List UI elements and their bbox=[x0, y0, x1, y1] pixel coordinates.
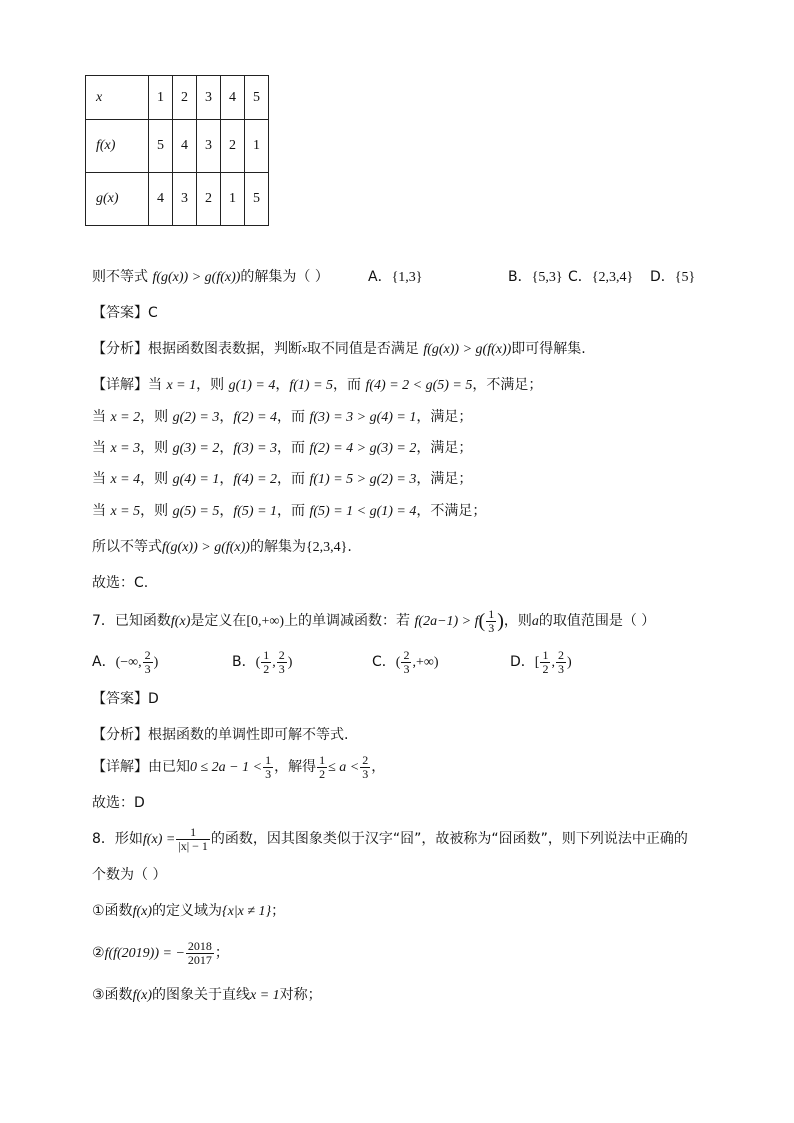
table-cell: 3 bbox=[197, 120, 221, 173]
frac-den: 2 bbox=[319, 766, 326, 781]
table-cell: 1 bbox=[149, 76, 173, 120]
item-text: ； bbox=[271, 903, 286, 919]
item-text: ①函数 bbox=[92, 903, 133, 919]
detail-math: f(2) = 4 bbox=[233, 410, 278, 425]
detail-math: f(4) = 2 < g(5) = 5 bbox=[365, 378, 473, 393]
detail-text: 当 bbox=[92, 503, 111, 519]
detail-text: ， bbox=[219, 471, 234, 487]
frac-num: 1 bbox=[263, 647, 270, 662]
q8-item-2 bbox=[92, 936, 229, 971]
q8-item-1 bbox=[92, 900, 285, 923]
table-cell: 3 bbox=[197, 76, 221, 120]
detail-text: ，而 bbox=[277, 471, 310, 487]
item-math: f(x) bbox=[132, 988, 152, 1003]
frac-den: 2 bbox=[542, 661, 549, 676]
detail-text: ，满足； bbox=[416, 440, 473, 456]
detail-text: 当 bbox=[92, 440, 111, 456]
q7-domain: [0,+∞) bbox=[246, 614, 285, 629]
detail-text: ，则 bbox=[140, 440, 173, 456]
option-frac bbox=[540, 649, 550, 676]
q6-choose: 故选：C. bbox=[92, 575, 149, 591]
option-frac bbox=[277, 649, 287, 676]
detail-text: ，而 bbox=[277, 440, 310, 456]
table-cell: 4 bbox=[149, 173, 173, 226]
table-row-g bbox=[86, 173, 269, 226]
detail-text: ，则 bbox=[140, 471, 173, 487]
table-cell: 5 bbox=[245, 173, 269, 226]
detail-tag: 【详解】 bbox=[92, 759, 148, 775]
q7-frac bbox=[486, 608, 496, 635]
detail-text: ， bbox=[219, 440, 234, 456]
item-math: f(f(2019)) = − bbox=[104, 946, 185, 961]
analysis-text: 根据函数的单调性即可解不等式. bbox=[148, 727, 349, 743]
frac-num: 2 bbox=[278, 647, 285, 662]
table-cell: 2 bbox=[221, 120, 245, 173]
table-row-x bbox=[86, 76, 269, 120]
table-header-f: f(x) bbox=[86, 120, 149, 173]
option-text: ) bbox=[287, 655, 293, 670]
option-frac bbox=[556, 649, 566, 676]
frac-num: 2018 bbox=[187, 938, 212, 953]
option-letter: D． bbox=[650, 269, 675, 285]
q7-ineq: f(2a−1) > f bbox=[414, 614, 479, 629]
detail-text: ， bbox=[219, 409, 234, 425]
q6-detail-line-5 bbox=[92, 500, 486, 523]
table-cell: 2 bbox=[173, 76, 197, 120]
analysis-tag: 【分析】 bbox=[92, 341, 148, 357]
detail-text: ，而 bbox=[277, 409, 310, 425]
table-header-x: x bbox=[86, 76, 149, 120]
item-text: ③函数 bbox=[92, 987, 133, 1003]
analysis-text: 即可得解集. bbox=[511, 341, 586, 357]
q6-answer bbox=[92, 302, 158, 324]
table-cell: 4 bbox=[173, 120, 197, 173]
q6-conclusion bbox=[92, 536, 352, 559]
q6-option-a bbox=[368, 266, 423, 289]
detail-text: ，则 bbox=[196, 377, 229, 393]
item-math: {x|x ≠ 1} bbox=[222, 904, 272, 919]
frac-den: |x| − 1 bbox=[178, 838, 208, 853]
frac-den: 2 bbox=[263, 661, 270, 676]
option-letter: A． bbox=[368, 269, 392, 285]
frac-den: 3 bbox=[557, 661, 564, 676]
q7-answer bbox=[92, 688, 159, 710]
table-cell: 5 bbox=[245, 76, 269, 120]
detail-math: f(1) = 5 > g(2) = 3 bbox=[309, 472, 417, 487]
q8-text: 的函数，因其图象类似于汉字“囧”，故被称为“囧函数”，则下列说法中正确的 bbox=[210, 831, 688, 847]
frac-den: 3 bbox=[278, 661, 285, 676]
table-header-g: g(x) bbox=[86, 173, 149, 226]
table-cell: 5 bbox=[149, 120, 173, 173]
option-letter: B． bbox=[508, 269, 532, 285]
detail-math: x = 1 bbox=[166, 378, 197, 393]
q7-option-a bbox=[92, 648, 158, 677]
q8-item-3 bbox=[92, 984, 322, 1007]
q6-detail-line-1 bbox=[92, 374, 542, 397]
conclusion-text: 的解集为 bbox=[249, 539, 306, 555]
analysis-tag: 【分析】 bbox=[92, 727, 148, 743]
q7-text: 上的单调减函数：若 bbox=[284, 613, 411, 629]
q7-text: 7．已知函数 bbox=[92, 613, 171, 629]
detail-math: x = 5 bbox=[110, 504, 141, 519]
detail-math: ≤ a < bbox=[328, 760, 360, 775]
q7-option-d bbox=[510, 648, 572, 677]
q8-frac bbox=[176, 826, 210, 853]
q6-stem-expr: f(g(x)) > g(f(x)) bbox=[152, 270, 241, 285]
item-text: 的图象关于直线 bbox=[152, 987, 250, 1003]
detail-math: f(4) = 2 bbox=[233, 472, 278, 487]
table-cell: 1 bbox=[221, 173, 245, 226]
detail-math: g(1) = 4 bbox=[228, 378, 276, 393]
detail-text: ，不满足； bbox=[416, 503, 487, 519]
detail-frac bbox=[360, 754, 370, 781]
detail-text: ，则 bbox=[140, 409, 173, 425]
detail-text: ， bbox=[219, 503, 234, 519]
frac-num: 1 bbox=[265, 752, 272, 767]
option-text: ) bbox=[566, 655, 572, 670]
detail-text: 当 bbox=[92, 471, 111, 487]
detail-text: ，而 bbox=[333, 377, 366, 393]
frac-num: 1 bbox=[542, 647, 549, 662]
q7-stem: 7．已知函数f(x)是定义在[0,+∞)上的单调减函数：若 f(2a−1) > f( $\frac{1}{3}$ )，则a的取值范围是（ ） bbox=[92, 606, 656, 635]
analysis-text: 取不同值是否满足 bbox=[306, 341, 419, 357]
detail-frac bbox=[317, 754, 327, 781]
option-text: , bbox=[551, 655, 555, 670]
option-letter: D． bbox=[510, 654, 535, 670]
item-text: ； bbox=[214, 945, 229, 961]
option-text: ( bbox=[395, 655, 401, 670]
frac-num: 2 bbox=[144, 647, 151, 662]
frac-num: 2 bbox=[403, 647, 410, 662]
detail-text: 当 bbox=[92, 409, 111, 425]
option-text: (−∞, bbox=[115, 655, 142, 670]
table-cell: 4 bbox=[221, 76, 245, 120]
option-text: ) bbox=[153, 655, 159, 670]
detail-frac bbox=[263, 754, 273, 781]
q8-stem bbox=[92, 822, 688, 857]
analysis-x: x bbox=[302, 343, 307, 355]
table-cell: 1 bbox=[245, 120, 269, 173]
option-text: [ bbox=[534, 655, 540, 670]
q6-detail-line-4 bbox=[92, 468, 472, 491]
answer-value: C bbox=[148, 305, 158, 321]
detail-math: g(3) = 2 bbox=[172, 441, 220, 456]
item-text: ② bbox=[92, 945, 105, 961]
q7-fx: f(x) bbox=[170, 614, 191, 629]
detail-math: f(3) = 3 > g(4) = 1 bbox=[309, 410, 417, 425]
q6-detail-line-3 bbox=[92, 437, 472, 460]
function-value-table bbox=[85, 75, 269, 226]
answer-value: D bbox=[148, 691, 159, 707]
item-math: x = 1 bbox=[250, 988, 280, 1003]
detail-math: x = 3 bbox=[110, 441, 141, 456]
table-cell: 2 bbox=[197, 173, 221, 226]
detail-text: ， bbox=[371, 759, 386, 775]
frac-num: 1 bbox=[319, 752, 326, 767]
frac-den: 3 bbox=[488, 620, 495, 635]
detail-math: f(5) = 1 < g(1) = 4 bbox=[309, 504, 417, 519]
detail-text: ， bbox=[275, 377, 290, 393]
q6-stem-suffix: 的解集为（ ） bbox=[240, 269, 329, 285]
q7-analysis bbox=[92, 724, 348, 746]
frac-den: 2017 bbox=[187, 952, 212, 967]
option-text: ,+∞) bbox=[412, 655, 439, 670]
item-math: f(x) bbox=[132, 904, 152, 919]
option-frac bbox=[143, 649, 153, 676]
detail-math: f(1) = 5 bbox=[289, 378, 334, 393]
q6-option-c bbox=[568, 266, 633, 289]
q8-stem-line2: 个数为（ ） bbox=[92, 867, 167, 883]
detail-text: ，则 bbox=[140, 503, 173, 519]
option-letter: C． bbox=[568, 269, 592, 285]
detail-text: ，不满足； bbox=[472, 377, 543, 393]
option-text: {1,3} bbox=[391, 270, 423, 285]
item-text: 对称； bbox=[279, 987, 322, 1003]
q6-option-b bbox=[508, 266, 563, 289]
detail-math: f(3) = 3 bbox=[233, 441, 278, 456]
analysis-expr: f(g(x)) > g(f(x)) bbox=[423, 342, 512, 357]
q8-text: 8．形如 bbox=[92, 831, 143, 847]
answer-tag: 【答案】 bbox=[92, 691, 148, 707]
q7-text: 是定义在 bbox=[190, 613, 247, 629]
detail-text: ，满足； bbox=[416, 471, 473, 487]
frac-num: 1 bbox=[176, 826, 210, 840]
frac-den: 3 bbox=[362, 766, 369, 781]
q6-analysis bbox=[92, 338, 586, 361]
q6-detail-line-2 bbox=[92, 406, 472, 429]
detail-math: f(5) = 1 bbox=[233, 504, 278, 519]
option-text: , bbox=[272, 655, 276, 670]
detail-math: g(2) = 3 bbox=[172, 410, 220, 425]
frac-den: 3 bbox=[265, 766, 272, 781]
q6-option-d bbox=[650, 266, 695, 289]
conclusion-text: 所以不等式 bbox=[92, 539, 162, 555]
option-frac bbox=[401, 649, 411, 676]
analysis-text: 根据函数图表数据，判断 bbox=[148, 341, 302, 357]
frac-den: 3 bbox=[403, 661, 410, 676]
detail-text: ，满足； bbox=[416, 409, 473, 425]
detail-text: ，而 bbox=[277, 503, 310, 519]
option-text: {5} bbox=[674, 270, 696, 285]
item-text: 的定义域为 bbox=[152, 903, 222, 919]
q7-a: a bbox=[531, 614, 539, 629]
option-letter: A． bbox=[92, 654, 116, 670]
frac-num: 2 bbox=[362, 752, 369, 767]
table-row-f bbox=[86, 120, 269, 173]
detail-text: ，解得 bbox=[274, 759, 317, 775]
detail-math: x = 4 bbox=[110, 472, 141, 487]
q7-option-b bbox=[232, 648, 292, 677]
conclusion-text: . bbox=[347, 539, 352, 555]
q7-text: 的取值范围是（ ） bbox=[538, 613, 656, 629]
option-letter: B． bbox=[232, 654, 256, 670]
option-text: {5,3} bbox=[531, 270, 563, 285]
frac-num: 2 bbox=[557, 647, 564, 662]
detail-math: 0 ≤ 2a − 1 < bbox=[190, 760, 263, 775]
option-frac bbox=[261, 649, 271, 676]
option-letter: C． bbox=[372, 654, 396, 670]
q6-stem-prefix: 则不等式 bbox=[92, 269, 148, 285]
detail-math: f(2) = 4 > g(3) = 2 bbox=[309, 441, 417, 456]
detail-text: 由已知 bbox=[148, 759, 190, 775]
q7-detail bbox=[92, 753, 385, 782]
q6-stem bbox=[92, 266, 329, 289]
option-text: ( bbox=[255, 655, 261, 670]
option-text: {2,3,4} bbox=[591, 270, 634, 285]
detail-tag: 【详解】 bbox=[92, 377, 148, 393]
conclusion-set: {2,3,4} bbox=[305, 540, 348, 555]
q7-text: ，则 bbox=[503, 613, 532, 629]
table-cell: 3 bbox=[173, 173, 197, 226]
frac-num: 1 bbox=[488, 606, 495, 621]
detail-math: g(4) = 1 bbox=[172, 472, 220, 487]
q7-option-c bbox=[372, 648, 439, 677]
item-frac bbox=[186, 940, 214, 967]
detail-math: x = 2 bbox=[110, 410, 141, 425]
answer-tag: 【答案】 bbox=[92, 305, 148, 321]
q8-fx: f(x) = bbox=[142, 832, 176, 847]
conclusion-expr: f(g(x)) > g(f(x)) bbox=[162, 540, 250, 555]
detail-text: 当 bbox=[148, 377, 167, 393]
detail-math: g(5) = 5 bbox=[172, 504, 220, 519]
frac-den: 3 bbox=[144, 661, 151, 676]
q7-choose: 故选：D bbox=[92, 795, 145, 811]
